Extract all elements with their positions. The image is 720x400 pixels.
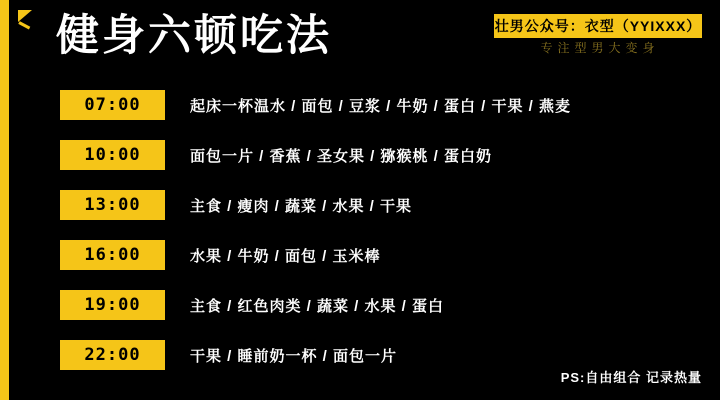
list-item [0,180,720,230]
meal-description: 起床一杯温水 / 面包 / 豆浆 / 牛奶 / 蛋白 / 干果 / 燕麦 [190,97,572,115]
time-badge: 10:00 [60,140,165,170]
meal-description: 干果 / 睡前奶一杯 / 面包一片 [190,347,398,365]
promo-badge-sub: 专注型男大变身 [494,38,702,58]
meal-description: 面包一片 / 香蕉 / 圣女果 / 猕猴桃 / 蛋白奶 [190,147,493,165]
promo-badge-main: 壮男公众号：衣型（YYIXXX） [494,14,702,38]
time-badge: 19:00 [60,290,165,320]
page-title: 健身六顿吃法 [56,12,332,60]
list-item [0,130,720,180]
corner-stroke-shape [18,21,30,29]
time-badge: 22:00 [60,340,165,370]
footer-note: PS:自由组合 记录热量 [560,370,702,385]
list-item [0,280,720,330]
list-item [0,80,720,130]
corner-triangle-shape [18,10,32,22]
time-badge: 16:00 [60,240,165,270]
list-item [0,230,720,280]
time-badge: 07:00 [60,90,165,120]
time-badge: 13:00 [60,190,165,220]
meal-description: 主食 / 红色肉类 / 蔬菜 / 水果 / 蛋白 [190,297,445,315]
meal-description: 水果 / 牛奶 / 面包 / 玉米棒 [190,247,381,265]
meal-description: 主食 / 瘦肉 / 蔬菜 / 水果 / 干果 [190,197,413,215]
meal-schedule-list [0,80,720,380]
corner-flag-icon [18,10,44,32]
promo-badge [494,14,702,58]
